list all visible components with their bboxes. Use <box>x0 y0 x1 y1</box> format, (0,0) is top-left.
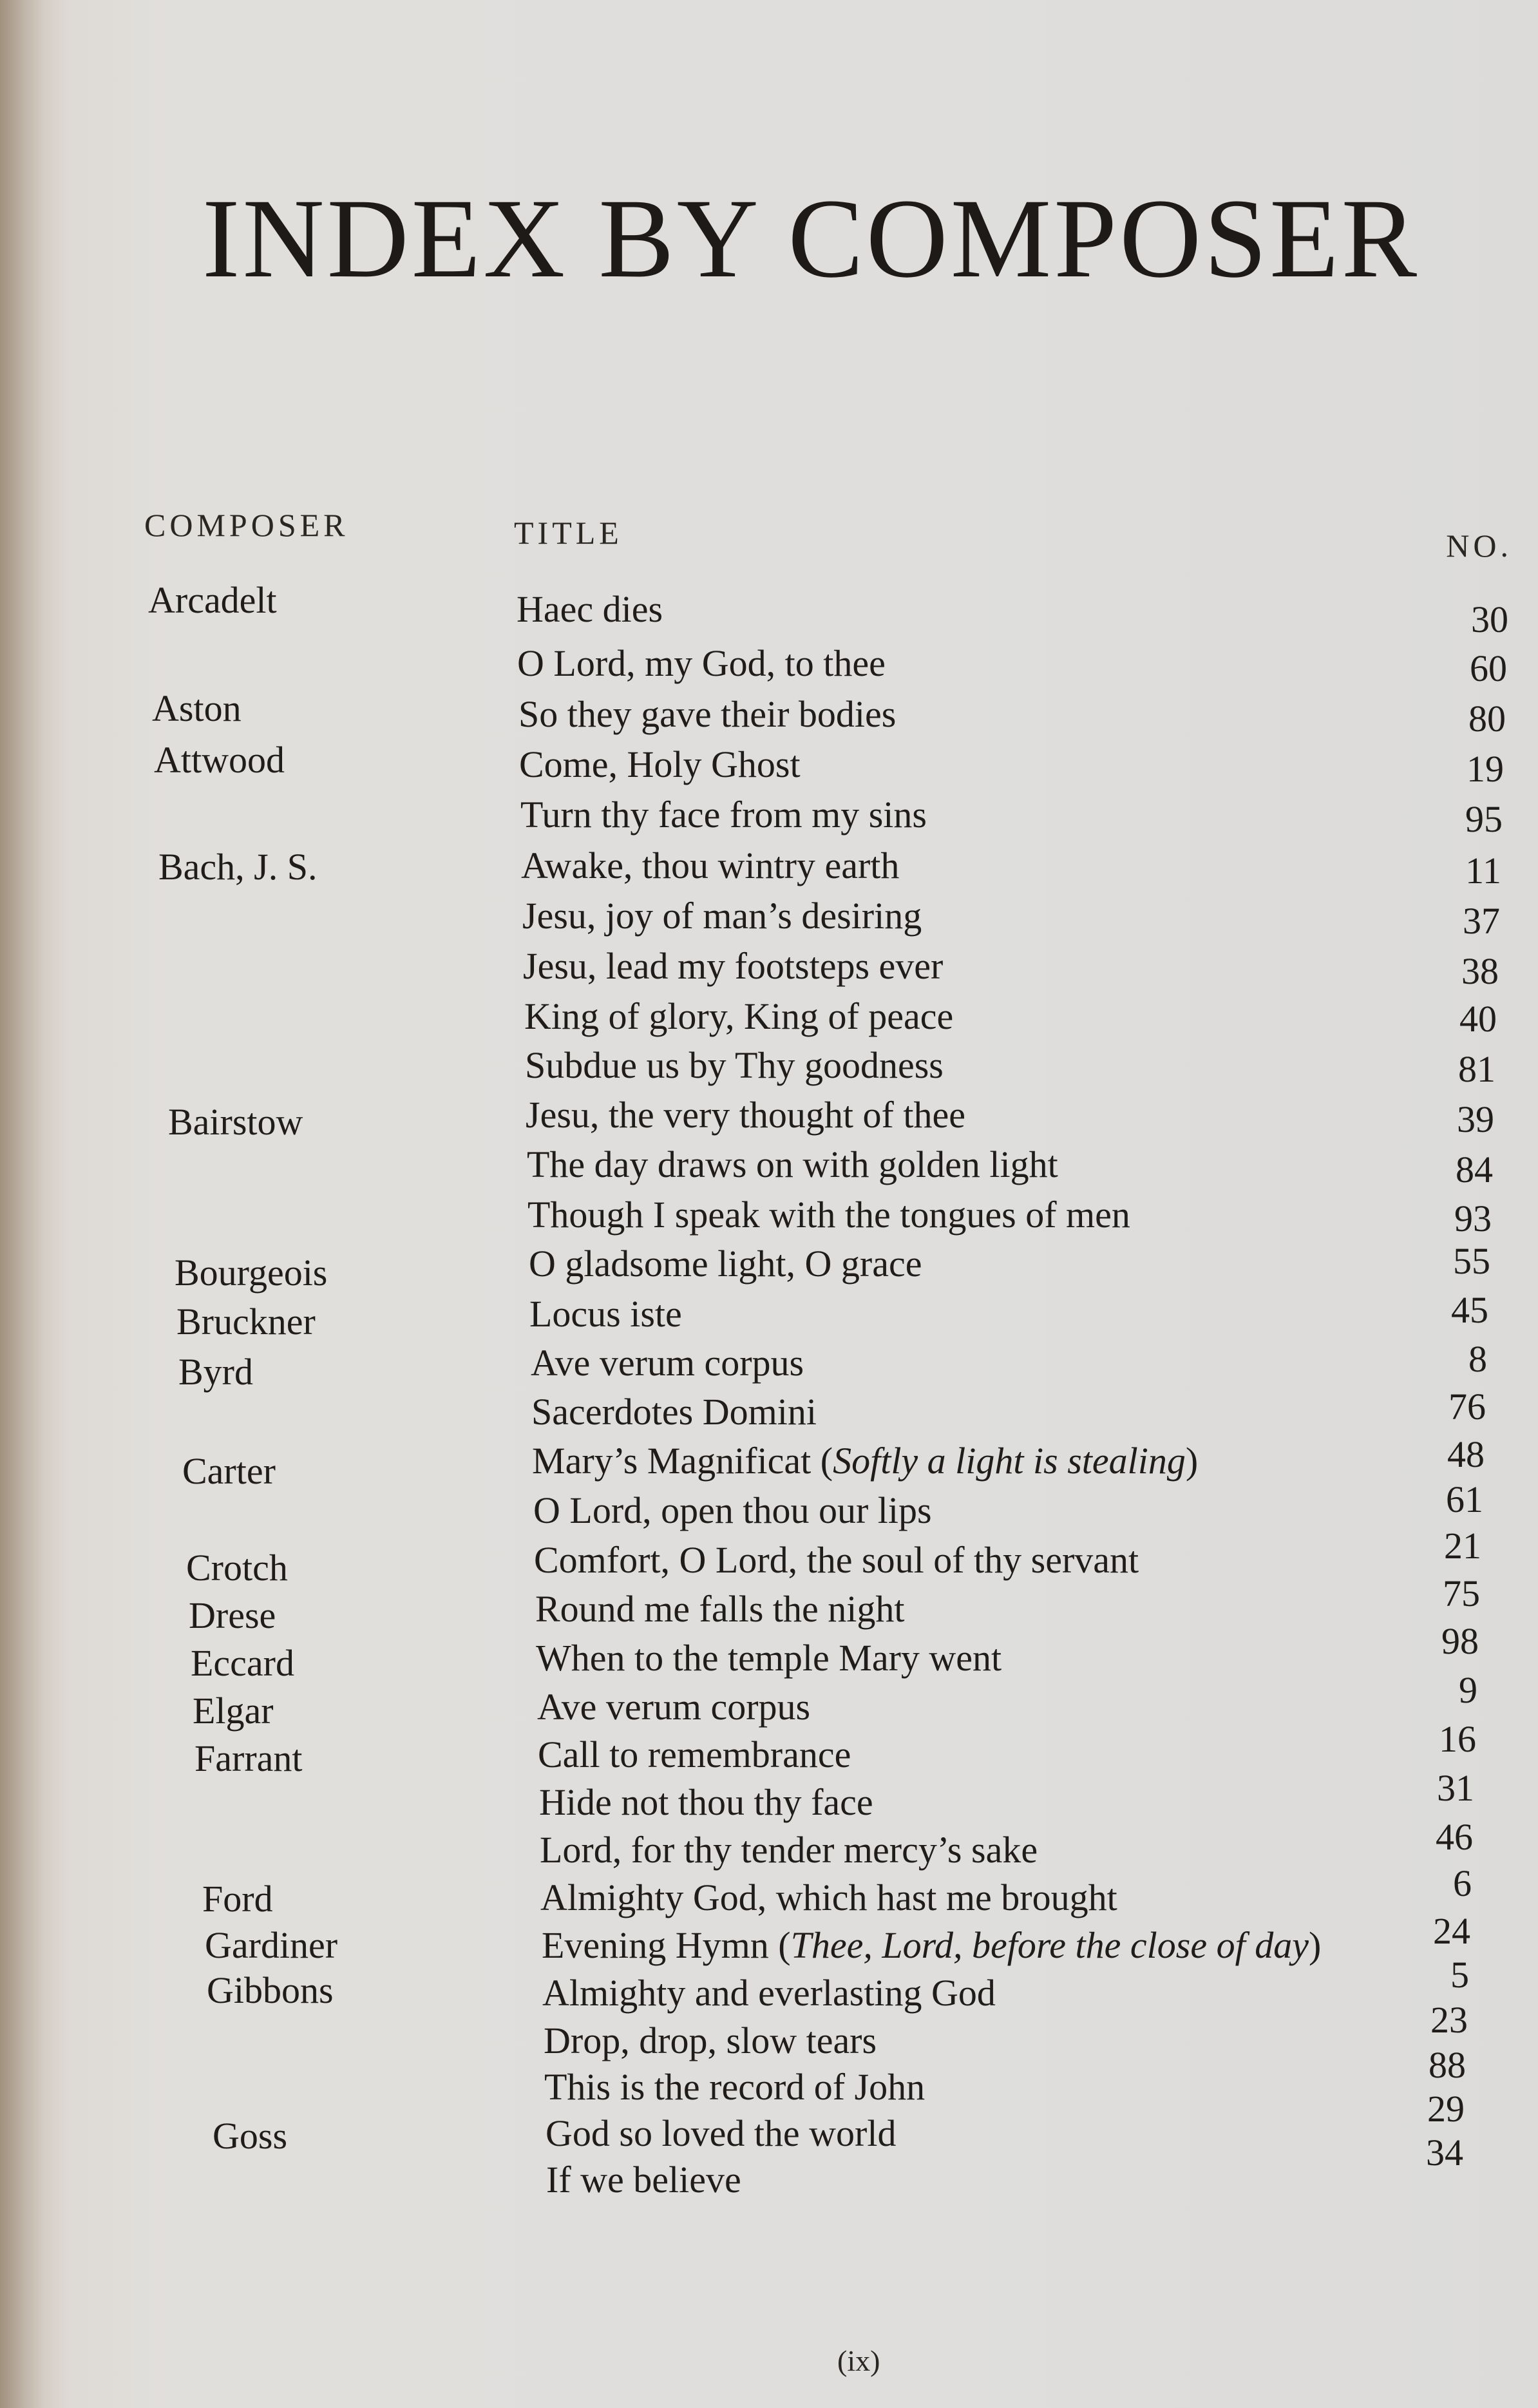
column-header-composer: COMPOSER <box>144 507 349 543</box>
entry-title-text: Turn thy face from my sins <box>520 794 927 836</box>
entry-number: 55 <box>1453 1240 1490 1282</box>
composer-name: Bruckner <box>176 1301 316 1343</box>
entry-title-text: Jesu, lead my footsteps ever <box>523 945 944 987</box>
entry-title <box>526 1093 965 1136</box>
entry-title <box>524 995 953 1038</box>
entry-title-text: Sacerdotes Domini <box>531 1391 817 1433</box>
entry-title <box>520 793 927 836</box>
entry-title <box>529 1242 922 1285</box>
composer-name: Goss <box>213 2115 288 2157</box>
entry-title <box>527 1143 1058 1186</box>
entry-title-italic: Softly a light is stealing <box>833 1440 1186 1482</box>
entry-number: 8 <box>1468 1338 1487 1380</box>
entry-title <box>539 1781 873 1824</box>
composer-name: Bach, J. S. <box>158 846 318 888</box>
composer-name: Gibbons <box>207 1969 334 2011</box>
entry-number: 9 <box>1459 1669 1477 1711</box>
composer-name: Arcadelt <box>148 579 277 621</box>
entry-title <box>544 2019 877 2062</box>
entry-title-text: When to the temple Mary went <box>536 1637 1002 1679</box>
gutter-shadow <box>0 0 45 2408</box>
page-folio: (ix) <box>837 2344 880 2377</box>
composer-name: Byrd <box>178 1351 253 1393</box>
entry-title <box>542 1924 1321 1967</box>
entry-number: 98 <box>1441 1620 1479 1662</box>
entry-number: 11 <box>1465 850 1501 892</box>
entry-number: 45 <box>1451 1289 1488 1331</box>
entry-number: 88 <box>1429 2044 1466 2086</box>
entry-number: 46 <box>1436 1816 1473 1858</box>
entry-number: 38 <box>1461 950 1499 992</box>
entry-title <box>523 944 943 988</box>
entry-title <box>533 1489 932 1532</box>
entry-title <box>534 1538 1139 1581</box>
entry-title-text: The day draws on with golden light <box>527 1143 1058 1185</box>
entry-number: 24 <box>1433 1910 1470 1952</box>
entry-title <box>531 1341 804 1384</box>
entry-number: 84 <box>1456 1149 1493 1190</box>
entry-title <box>542 1971 996 2014</box>
entry-title <box>535 1587 905 1630</box>
entry-title-text: O Lord, my God, to thee <box>517 642 886 684</box>
entry-number: 29 <box>1427 2088 1465 2130</box>
entry-title-text: O gladsome light, O grace <box>529 1243 922 1285</box>
composer-name: Farrant <box>195 1737 303 1779</box>
entry-title-italic: Thee, Lord, before the close of day <box>790 1924 1309 1966</box>
entry-title-text: Almighty and everlasting God <box>542 1972 996 2014</box>
column-header-number: NO. <box>1446 528 1512 564</box>
entry-title <box>527 1193 1130 1236</box>
entry-number: 76 <box>1448 1386 1486 1428</box>
entry-title-closing: ) <box>1185 1440 1199 1482</box>
entry-title-text: Drop, drop, slow tears <box>544 2020 877 2061</box>
entry-number: 93 <box>1454 1198 1492 1239</box>
entry-title-text: Almighty God, which hast me brought <box>540 1877 1117 1918</box>
entry-title <box>544 2065 925 2108</box>
entry-number: 75 <box>1443 1572 1480 1614</box>
entry-title-text: God so loved the world <box>546 2112 897 2154</box>
entry-number: 81 <box>1458 1048 1495 1090</box>
entry-number: 31 <box>1437 1767 1474 1809</box>
entry-title <box>540 1828 1038 1871</box>
entry-title <box>537 1685 810 1728</box>
composer-name: Attwood <box>154 739 285 781</box>
entry-title-text: Ave verum corpus <box>537 1686 811 1728</box>
entry-title <box>517 642 886 685</box>
entry-title-text: Ave verum corpus <box>531 1342 804 1384</box>
composer-name: Drese <box>189 1594 276 1636</box>
entry-title <box>540 1876 1117 1919</box>
entry-title <box>521 844 899 887</box>
entry-title-text: Come, Holy Ghost <box>519 743 801 785</box>
composer-name: Aston <box>152 687 242 729</box>
composer-name: Eccard <box>191 1642 294 1684</box>
entry-title <box>518 693 896 736</box>
entry-title <box>519 743 801 786</box>
entry-number: 5 <box>1450 1954 1469 1996</box>
entry-number: 16 <box>1439 1718 1476 1760</box>
entry-title-text: This is the record of John <box>544 2066 926 2108</box>
entry-number: 39 <box>1457 1098 1494 1140</box>
entry-title-text: Mary’s Magnificat ( <box>532 1440 833 1482</box>
entry-title <box>538 1733 851 1776</box>
entry-number: 23 <box>1430 1999 1468 2041</box>
entry-title-text: Evening Hymn ( <box>542 1924 791 1966</box>
composer-name: Crotch <box>186 1547 288 1589</box>
entry-title-text: Though I speak with the tongues of men <box>527 1194 1130 1236</box>
entry-title-text: Hide not thou thy face <box>539 1781 873 1823</box>
entry-number: 40 <box>1459 998 1497 1040</box>
entry-number: 19 <box>1467 748 1504 790</box>
entry-title <box>546 2112 897 2155</box>
entry-number: 61 <box>1446 1478 1483 1520</box>
entry-number: 80 <box>1468 698 1506 740</box>
entry-title <box>531 1390 817 1433</box>
entry-number: 60 <box>1470 647 1507 689</box>
composer-name: Bourgeois <box>175 1252 328 1294</box>
entry-title-text: Jesu, joy of man’s desiring <box>522 895 922 937</box>
entry-title-text: So they gave their bodies <box>518 693 897 735</box>
composer-name: Elgar <box>193 1690 274 1732</box>
entry-title-text: Locus iste <box>529 1293 682 1335</box>
entry-title-text: King of glory, King of peace <box>524 995 954 1037</box>
entry-title <box>525 1044 944 1087</box>
entry-number: 21 <box>1444 1525 1481 1567</box>
entry-title <box>546 2158 741 2201</box>
composer-name: Gardiner <box>205 1924 338 1966</box>
entry-title <box>532 1439 1198 1482</box>
composer-name: Bairstow <box>168 1101 303 1143</box>
entry-title-text: Round me falls the night <box>535 1588 905 1630</box>
entry-title-text: Lord, for thy tender mercy’s sake <box>540 1829 1038 1871</box>
composer-name: Ford <box>202 1878 273 1920</box>
entry-number: 48 <box>1447 1433 1485 1475</box>
entry-title-closing: ) <box>1308 1924 1322 1966</box>
entry-title-text: Haec dies <box>517 588 663 630</box>
entry-title <box>536 1636 1002 1679</box>
entry-number: 95 <box>1465 798 1503 840</box>
page-title: INDEX BY COMPOSER <box>202 176 1420 301</box>
entry-title <box>522 894 922 937</box>
entry-title-text: If we believe <box>546 2159 741 2201</box>
entry-title-text: Jesu, the very thought of thee <box>526 1094 965 1136</box>
entry-title-text: Subdue us by Thy goodness <box>525 1044 944 1086</box>
column-header-title: TITLE <box>514 515 623 551</box>
entry-number: 6 <box>1453 1862 1472 1904</box>
entry-number: 37 <box>1463 900 1500 942</box>
entry-title-text: Comfort, O Lord, the soul of thy servant <box>534 1539 1139 1581</box>
entry-title-text: Call to remembrance <box>538 1734 851 1775</box>
entry-number: 30 <box>1471 598 1508 640</box>
entry-title-text: Awake, thou wintry earth <box>521 845 900 886</box>
composer-name: Carter <box>182 1450 276 1492</box>
entry-title-text: O Lord, open thou our lips <box>533 1489 932 1531</box>
entry-title <box>529 1292 682 1335</box>
entry-title <box>517 588 663 631</box>
entry-number: 34 <box>1426 2132 1463 2174</box>
